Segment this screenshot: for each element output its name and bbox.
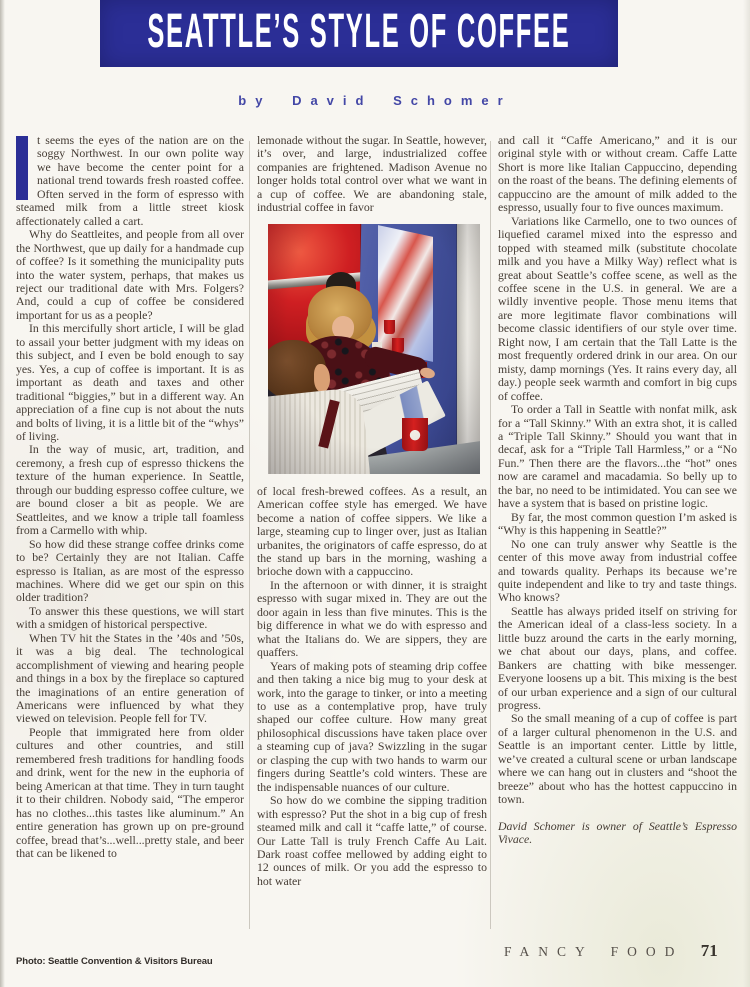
paragraph: So the small meaning of a cup of coffee is part of a larger cultural phenomenon in the U.S. and Seattle is an important center. Little by little, we’ve created a cultural scene or urban landscape where we can hang out in clusters and “shoot the breeze” about who has the hottest cappuccino in town. [498, 711, 737, 807]
paragraph: No one can truly answer why Seattle is the center of this move away from industrial coffee and towards quality. Perhaps its because we’re quite independent and like to try and taste things. Who knows? [498, 536, 737, 605]
byline: by David Schomer [238, 93, 512, 108]
drop-cap: I [16, 136, 28, 200]
paragraph: In this mercifully short article, I will be glad to assail your better judgment with my ideas on this subject, and I even be bold enough to say yes. Yes, a cup of coffee is important. It is as important as death and taxes and other traditional “biggies,” but in a different way. An appreciation of a fine cup is not about the nuts and bolts of living, it is a little bit of the “whys” of living. [16, 321, 244, 443]
paragraph: Variations like Carmello, one to two ounces of liquefied caramel mixed into the espresso and topped with steamed milk (substitute chocolate milk and you have a Milky Way) reflect what is great about Seattle’s coffee scene, as well as the coffee scene in the U.S. in general. We are a wildly inventive people. Those menu items that are more legitimate flavor combinations will become classic identifiers of our style over time. Right now, I am certain that the Tall Latte is the most frequently ordered drink in our area. On our misty, damp mornings (Yes. It rains every day, all day.) people seek warmth and comfort in big cups of coffee. [498, 213, 737, 403]
article-title: SEATTLE’S STYLE OF COFFEE [147, 4, 571, 58]
paragraph: People that immigrated here from older cultures and other countries, and still remembered fresh traditions for handling foods and drink, went for the new in the euphoria of being American at that time. They in turn taught it to their children. Nobody said, “The emperor has no clothes...this tastes like aluminum.” An entire generation has grown up on pre-ground coffee, bread that’s...well...pretty stale, and beer that can be likened to [16, 724, 244, 861]
paragraph: So how do we combine the sipping tradition with espresso? Put the shot in a big cup of fresh steamed milk and call it “caffe latte,” of course. Our Latte Tall is truly French Caffe Au Lait. Dark roast coffee mellowed by adding eight to 12 ounces of milk. Or you add the espresso to hot water [257, 793, 487, 888]
paragraph: Years of making pots of steaming drip coffee and then taking a nice big mug to your desk at work, into the garage to tinker, or into a meeting to use as a contemplative prop, have truly shaped our coffee culture. How many great philosophical discussions have taken place over a steaming cup of java? Swizzling in the sugar or clasping the cup with two hands to warm our fingers during Seattle’s cold winters. These are the indispensable nuances of our culture. [257, 658, 487, 794]
paragraph: of local fresh-brewed coffees. As a result, an American coffee style has emerged. We have become a nation of coffee sippers. We like a large, steaming cup to linger over, just as Italian urbanites, the originators of caffe espresso, do at the stand up bars in the morning, washing a brioche down with a cappuccino. [257, 483, 487, 579]
paragraph-text: t seems the eyes of the nation are on the soggy Northwest. In our own polite way we have become the center point for a national trend towards fresh roasted coffee. Often served in the form of espresso with steamed milk from a little street kiosk affectionately called a cart. [16, 133, 244, 228]
paragraph: So how did these strange coffee drinks come to be? Certainly they are not Italian. Caffe espresso is Italian, as are most of the espresso machines. Where did we get our spin on this older tradition? [16, 536, 244, 605]
paragraph: To order a Tall in Seattle with nonfat milk, ask for a “Tall Skinny.” With an extra shot, it is called a “Triple Tall Skinny.” Should you want that in decaf, ask for a “Triple Tall Harmless,” or a “No Fun.” Then there are the flavors...the “hot” ones now are caramel and macadamia. So belly up to the bar, no need to be intimidated. You can see we have a system that is based on pristine logic. [498, 402, 737, 511]
paragraph: By far, the most common question I’m asked is “Why is this happening in Seattle?” [498, 509, 737, 538]
paragraph: To answer this these questions, we will start with a smidgen of historical perspective. [16, 603, 244, 632]
article-column-3 [498, 134, 737, 847]
masthead-banner [100, 0, 618, 67]
paragraph: Seattle has always prided itself on striving for the American ideal of a class-less society. In a little buzz around the carts in the early morning, we chat about our days, plans, and coffee. Bankers are chatting with bike messenger. Everyone loosens up a bit. This mixing is the best of our urban experience and a sign of our cultural progress. [498, 603, 737, 713]
folio [504, 941, 718, 961]
page-number: 71 [700, 941, 718, 960]
magazine-name: FANCY FOOD [504, 944, 684, 959]
article-column-1 [16, 134, 244, 860]
photo-credit: Photo: Seattle Convention & Visitors Bureau [16, 956, 213, 967]
paragraph: When TV hit the States in the ’40s and ’50s, it was a big deal. The technological accomplishment of viewing and hearing people and things in a box by the fireplace so captured the imaginations of an entire generation of Americans were influenced by what they viewed on television. People fell for TV. [16, 630, 244, 726]
column-rule [249, 141, 250, 929]
article-column-2 [257, 134, 487, 888]
paragraph [16, 134, 244, 228]
paragraph: In the afternoon or with dinner, it is straight espresso with sugar mixed in. They are out the door again in less than five minutes. This is the big difference in what we do with espresso and what the Italians do. We are sippers, they are quaffers. [257, 577, 487, 660]
author-bio: David Schomer is owner of Seattle’s Espresso Vivace. [498, 818, 737, 847]
paragraph: and call it “Caffe Americano,” and it is our original style with or without cream. Caffe Latte Short is more like Italian Cappuccino, depending on the roast of the beans. The defining elements of cappuccino are the amount of milk added to the espresso, usually four to five ounces maximum. [498, 133, 737, 215]
paragraph: lemonade without the sugar. In Seattle, however, it’s over, and large, industrialized coffee companies are frightened. Madison Avenue no longer holds total control over what we want in a cup of coffee. We are abandoning stale, industrial coffee in favor [257, 133, 487, 215]
kiosk-photo [268, 224, 480, 474]
column-rule [490, 141, 491, 929]
paragraph: Why do Seattleites, and people from all over the Northwest, que up daily for a handmade cup of coffee? Is it something the municipality puts into the water system, perhaps, that makes us reject our traditional date with Mrs. Folgers? And, could a cup of coffee be considered important for us as a people? [16, 227, 244, 322]
paragraph: In the way of music, art, tradition, and ceremony, a fresh cup of espresso thickens the texture of the human experience. In Seattle, through our budding espresso coffee culture, we are bound closer a bit as people. We are Seattleites, and we know a triple tall foamless from a Carmello with whip. [16, 442, 244, 538]
photo-vignette [268, 224, 480, 474]
